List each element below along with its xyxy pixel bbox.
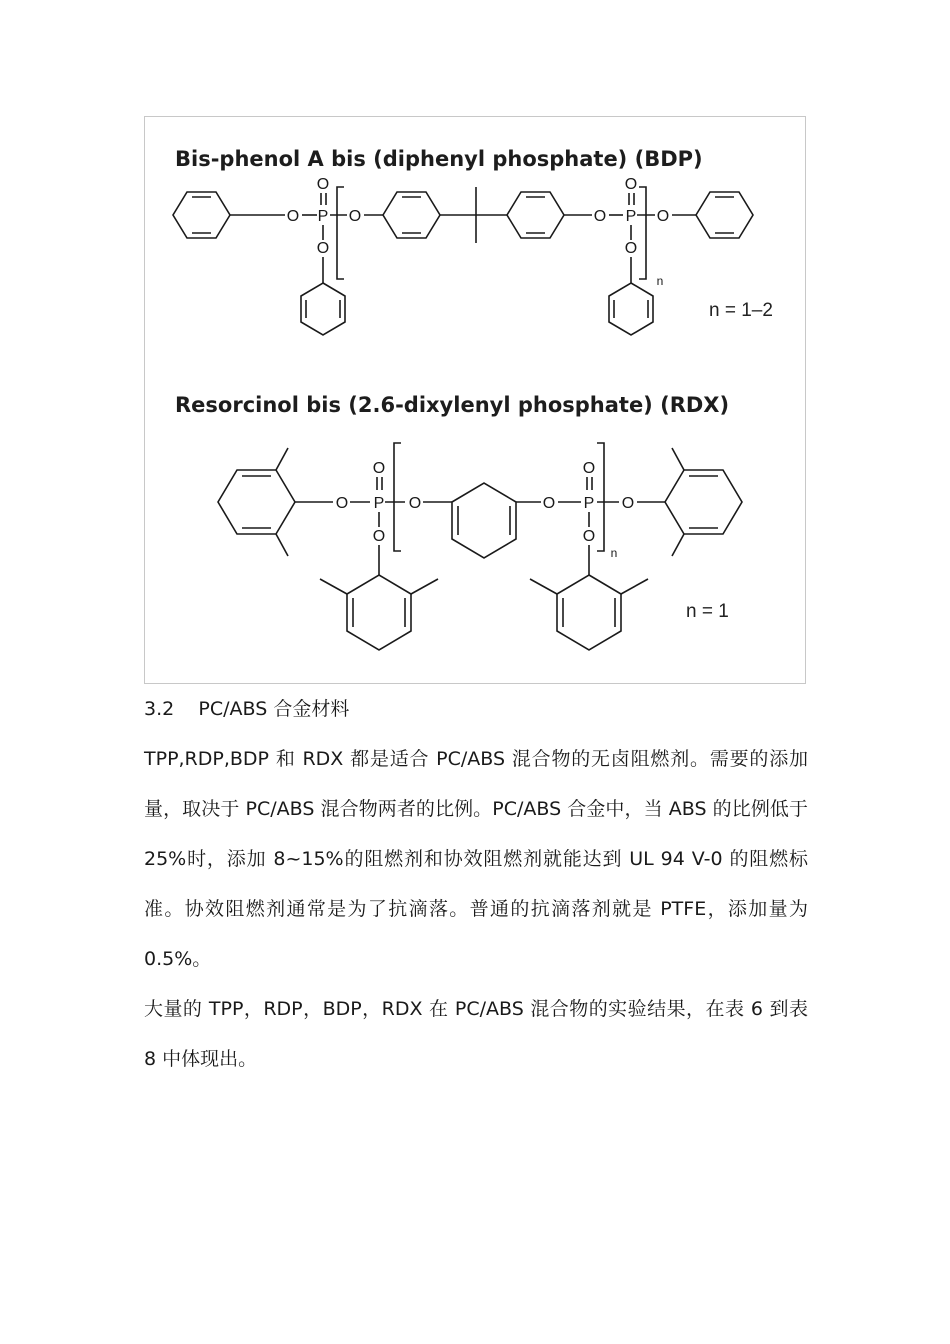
bdp-structure-diagram — [145, 117, 807, 685]
bdp-oxygen-4: O — [348, 208, 362, 225]
bdp-oxygen-2: O — [316, 176, 330, 193]
rdx-oxygen-3: O — [372, 528, 386, 545]
bdp-phosphorus-1: P — [317, 208, 329, 225]
rdx-repeat-subscript: n — [610, 546, 618, 560]
bdp-oxygen-3: O — [316, 240, 330, 257]
body-text — [144, 734, 808, 1084]
rdx-phosphorus-2: P — [583, 495, 595, 512]
bdp-oxygen-1: O — [286, 208, 300, 225]
rdx-n-range: n = 1 — [686, 601, 729, 622]
bdp-oxygen-6: O — [624, 176, 638, 193]
rdx-oxygen-8: O — [621, 495, 635, 512]
rdx-oxygen-6: O — [582, 460, 596, 477]
paragraph-1: TPP,RDP,BDP 和 RDX 都是适合 PC/ABS 混合物的无卤阻燃剂。需要的添加量，取决于 PC/ABS 混合物两者的比例。PC/ABS 合金中，当 ABS 的比例低于 25%时，添加 8~15%的阻燃剂和协效阻燃剂就能达到 UL 94 V-0 的阻燃标准。协效阻燃剂通常是为了抗滴落。普通的抗滴落剂就是 PTFE，添加量为 0.5%。 — [144, 748, 808, 970]
rdx-structure-diagram — [218, 443, 742, 650]
rdx-title: Resorcinol bis (2.6-dixylenyl phosphate) (RDX) — [175, 393, 730, 417]
bdp-n-range: n = 1–2 — [709, 300, 773, 321]
bdp-oxygen-5: O — [593, 208, 607, 225]
rdx-oxygen-7: O — [582, 528, 596, 545]
bdp-oxygen-8: O — [656, 208, 670, 225]
rdx-oxygen-1: O — [335, 495, 349, 512]
section-heading — [144, 694, 349, 721]
chemical-structure-figure — [144, 116, 806, 684]
rdx-oxygen-2: O — [372, 460, 386, 477]
section-title: PC/ABS 合金材料 — [198, 698, 350, 720]
paragraph-2: 大量的 TPP，RDP，BDP，RDX 在 PC/ABS 混合物的实验结果，在表 6 到表 8 中体现出。 — [144, 998, 808, 1070]
rdx-oxygen-5: O — [542, 495, 556, 512]
rdx-oxygen-4: O — [408, 495, 422, 512]
bdp-phosphorus-2: P — [625, 208, 637, 225]
bdp-repeat-subscript: n — [656, 274, 664, 288]
rdx-phosphorus-1: P — [373, 495, 385, 512]
bdp-title: Bis-phenol A bis (diphenyl phosphate) (BDP) — [175, 147, 703, 171]
bdp-oxygen-7: O — [624, 240, 638, 257]
section-number: 3.2 — [144, 698, 175, 720]
